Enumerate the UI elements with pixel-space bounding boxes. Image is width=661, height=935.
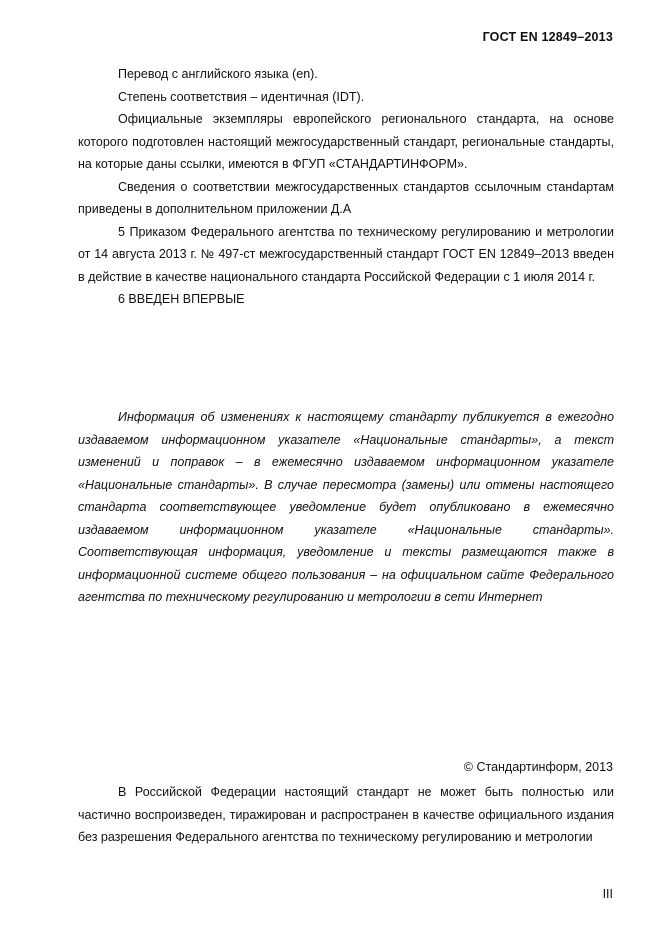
changes-notice <box>78 406 614 609</box>
copyright-section <box>78 781 614 849</box>
intro-section <box>78 63 614 311</box>
document-code: ГОСТ EN 12849–2013 <box>482 30 613 44</box>
copyright-text: В Российской Федерации настоящий стандарт не может быть полностью или частично воспроизведен, тиражирован и распространен в качестве официального издания без разрешения Федерального агентства по техническому регулированию и метрологии <box>78 785 614 844</box>
reference-standards-note: Сведения о соответствии межгосударственных стандартов ссылочным станdартам приведены в дополнительном приложении Д.А <box>78 179 614 216</box>
order-paragraph: 5 Приказом Федерального агентства по техническому регулированию и метрологии от 14 августа 2013 г. № 497-ст межгосударственный стандарт ГОСТ EN 12849–2013 введен в действие в качестве национального стандарта Российской Федерации с 1 июля 2014 г. <box>78 224 614 284</box>
copyright-line: © Стандартинформ, 2013 <box>463 760 613 774</box>
official-copies-note: Официальные экземпляры европейского регионального стандарта, на основе которого подготовлен настоящий межгосударственный стандарт, региональные стандарты, на которые даны ссылки, имеются в ФГУП «СТАНДАРТИНФОРМ». <box>78 112 614 171</box>
first-introduced: 6 ВВЕДЕН ВПЕРВЫЕ <box>118 292 245 306</box>
translation-note: Перевод с английского языка (en). <box>118 67 318 81</box>
conformity-degree: Степень соответствия – идентичная (IDT). <box>118 89 365 104</box>
changes-notice-text: Информация об изменениях к настоящему стандарту публикуется в ежегодно издаваемом информационном указателе «Национальные стандарты», а текст изменений и поправок – в ежемесячно издаваемом информационном указателе «Национальные стандарты». В случае пересмотра (замены) или отмены настоящего стандарта соответствующее уведомление будет опубликовано в ежемесячно издаваемом информационном указателе «Национальные стандарты». Соответствующая информация, уведомление и тексты размещаются также в информационной системе общего пользования – на официальном сайте Федерального агентства по техническому регулированию и метрологии в сети Интернет <box>78 410 614 604</box>
page-number: III <box>602 887 613 901</box>
